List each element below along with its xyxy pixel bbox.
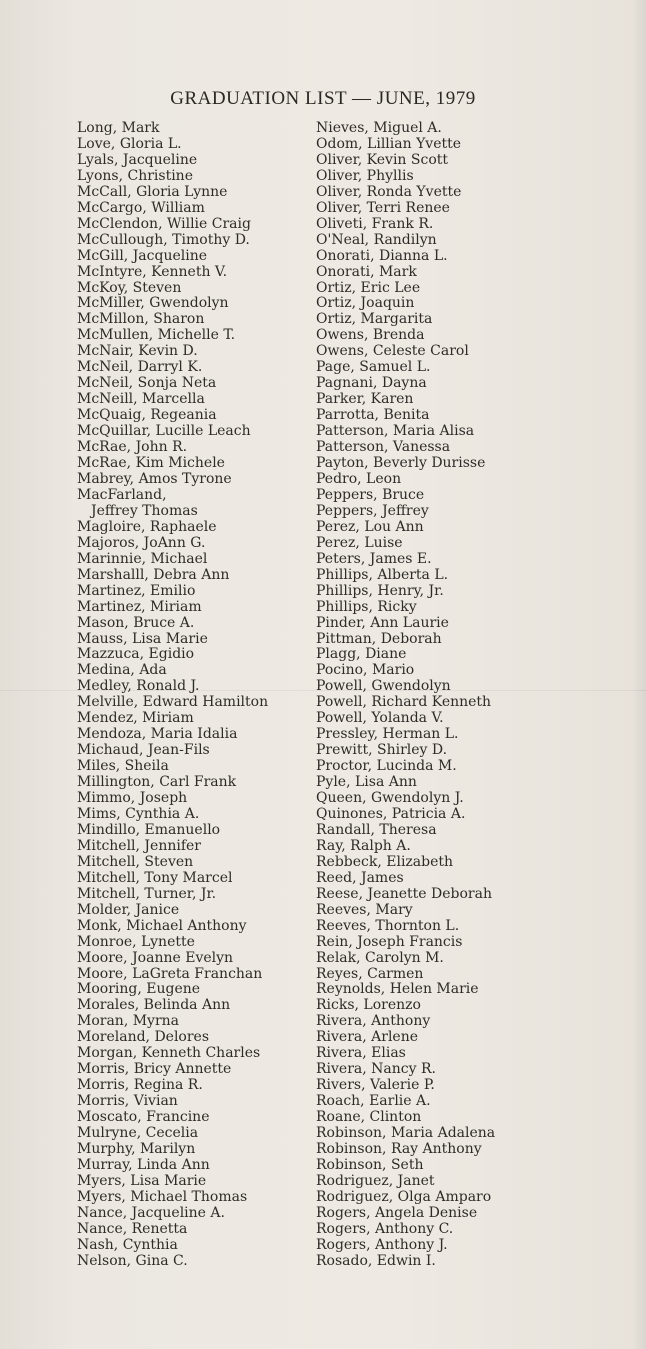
graduate-name: Melville, Edward Hamilton: [77, 694, 269, 711]
graduate-name: Long, Mark: [77, 120, 160, 136]
page-title: GRADUATION LIST — JUNE, 1979: [170, 88, 476, 109]
graduate-name: Mauss, Lisa Marie: [77, 630, 208, 647]
graduate-name: McRae, Kim Michele: [77, 455, 225, 472]
graduate-name: Odom, Lillian Yvette: [316, 135, 462, 152]
graduate-name: Oliver, Ronda Yvette: [316, 183, 462, 200]
graduate-name: Rodriguez, Olga Amparo: [316, 1188, 492, 1205]
graduate-name: Onorati, Dianna L.: [316, 247, 448, 264]
graduate-name: McClendon, Willie Craig: [77, 215, 251, 232]
graduate-name: Mindillo, Emanuello: [77, 821, 221, 838]
graduate-name: Ortiz, Eric Lee: [316, 279, 421, 296]
graduate-name: Millington, Carl Frank: [77, 774, 237, 791]
graduate-name: Nance, Renetta: [77, 1220, 188, 1237]
graduate-name: Patterson, Maria Alisa: [316, 423, 475, 440]
graduate-name: Rosado, Edwin I.: [316, 1252, 436, 1269]
graduate-name: Mazzuca, Egidio: [77, 646, 195, 663]
graduate-name: Owens, Brenda: [316, 327, 425, 344]
graduate-name: Morgan, Kenneth Charles: [77, 1045, 261, 1062]
graduate-name: Mimmo, Joseph: [77, 790, 188, 807]
graduate-name: O'Neal, Randilyn: [316, 231, 437, 248]
graduate-name: Myers, Lisa Marie: [77, 1172, 207, 1189]
graduate-name: Rivera, Nancy R.: [316, 1061, 436, 1078]
graduate-name: Plagg, Diane: [316, 646, 407, 663]
graduate-name: Michaud, Jean-Fils: [77, 742, 210, 759]
graduate-name: Moore, Joanne Evelyn: [77, 949, 234, 966]
graduate-name: Rogers, Angela Denise: [316, 1204, 478, 1221]
graduate-name: Ricks, Lorenzo: [316, 997, 421, 1014]
graduate-name: Lyals, Jacqueline: [77, 151, 198, 168]
graduate-name: Oliveti, Frank R.: [316, 215, 434, 232]
graduate-name: Pocino, Mario: [316, 662, 415, 679]
graduate-name: Powell, Richard Kenneth: [316, 694, 492, 711]
graduate-name: Oliver, Phyllis: [316, 167, 414, 184]
graduate-name: Reyes, Carmen: [316, 965, 424, 982]
graduate-name: Roane, Clinton: [316, 1109, 422, 1126]
graduate-name: Nieves, Miguel A.: [316, 120, 442, 136]
graduate-name: Robinson, Seth: [316, 1156, 424, 1173]
graduate-name: Pinder, Ann Laurie: [316, 614, 449, 631]
graduate-name: Miles, Sheila: [77, 758, 169, 775]
graduate-name: Ray, Ralph A.: [316, 837, 411, 854]
graduate-name: Robinson, Ray Anthony: [316, 1141, 482, 1157]
graduate-name: MacFarland,: [77, 486, 167, 503]
graduate-name: McMullen, Michelle T.: [77, 327, 236, 344]
graduate-name: Marshalll, Debra Ann: [77, 566, 230, 583]
graduate-name: McMiller, Gwendolyn: [77, 295, 229, 312]
graduate-name: Rivera, Anthony: [316, 1013, 431, 1030]
graduate-name: Reeves, Thornton L.: [316, 917, 460, 934]
graduate-name: Peters, James E.: [316, 550, 432, 567]
graduate-name: Mendez, Miriam: [77, 710, 194, 727]
graduate-name: Pyle, Lisa Ann: [316, 774, 417, 791]
graduate-name: Morris, Regina R.: [77, 1077, 203, 1094]
graduate-name: McRae, John R.: [77, 439, 188, 456]
graduate-name: Roach, Earlie A.: [316, 1093, 431, 1110]
graduate-name: Phillips, Henry, Jr.: [316, 582, 444, 599]
names-column-left: [77, 121, 268, 1270]
graduate-name: McKoy, Steven: [77, 279, 182, 296]
graduate-name: Mason, Bruce A.: [77, 614, 195, 631]
graduate-name: Pagnani, Dayna: [316, 375, 427, 392]
graduate-name: Martinez, Emilio: [77, 582, 196, 599]
graduate-name: Mitchell, Jennifer: [77, 837, 202, 854]
graduate-name: Mooring, Eugene: [77, 981, 201, 998]
graduate-name: Parker, Karen: [316, 391, 414, 408]
graduate-name: Love, Gloria L.: [77, 135, 182, 152]
graduate-name: Reynolds, Helen Marie: [316, 981, 479, 998]
graduate-name: Rivera, Arlene: [316, 1029, 419, 1046]
graduate-name: Reed, James: [316, 869, 404, 886]
graduate-name: Murray, Linda Ann: [77, 1156, 210, 1173]
graduate-name: Murphy, Marilyn: [77, 1141, 196, 1157]
graduate-name: Pedro, Leon: [316, 470, 402, 487]
graduate-name: Majoros, JoAnn G.: [77, 534, 206, 551]
graduate-name-continuation: Jeffrey Thomas: [91, 502, 198, 519]
graduate-name: Rogers, Anthony C.: [316, 1220, 454, 1237]
graduate-name: Ortiz, Joaquin: [316, 295, 415, 312]
graduate-name: McCall, Gloria Lynne: [77, 183, 228, 200]
graduate-name: Reeves, Mary: [316, 901, 413, 918]
graduate-name: McIntyre, Kenneth V.: [77, 263, 228, 280]
graduate-name: Moran, Myrna: [77, 1013, 180, 1030]
graduate-name: Pressley, Herman L.: [316, 726, 459, 743]
graduate-name: McNeil, Darryl K.: [77, 359, 203, 376]
graduate-name: Phillips, Alberta L.: [316, 566, 449, 583]
graduate-name: Medina, Ada: [77, 662, 167, 679]
page-edge-shadow: [632, 0, 646, 1349]
graduate-name: Rein, Joseph Francis: [316, 933, 463, 950]
graduate-name: McQuillar, Lucille Leach: [77, 423, 251, 440]
graduate-name: Oliver, Terri Renee: [316, 199, 450, 216]
graduate-name: McNair, Kevin D.: [77, 343, 198, 360]
graduate-name: McGill, Jacqueline: [77, 247, 208, 264]
graduate-name: McQuaig, Regeania: [77, 407, 217, 424]
graduate-name: Reese, Jeanette Deborah: [316, 885, 492, 902]
graduate-name: Parrotta, Benita: [316, 407, 430, 424]
graduate-name: Marinnie, Michael: [77, 550, 208, 567]
names-column-right: [316, 121, 495, 1270]
graduate-name: Morris, Vivian: [77, 1093, 178, 1110]
graduate-name: Molder, Janice: [77, 901, 180, 918]
graduate-name: Mitchell, Tony Marcel: [77, 869, 233, 886]
graduate-name: Mitchell, Steven: [77, 853, 194, 870]
graduate-name: Rivers, Valerie P.: [316, 1077, 435, 1094]
graduate-name: Oliver, Kevin Scott: [316, 151, 449, 168]
graduate-name: McNeill, Marcella: [77, 391, 205, 408]
graduate-name: Quinones, Patricia A.: [316, 805, 466, 822]
graduate-name: Rodriguez, Janet: [316, 1172, 435, 1189]
graduate-name: Moreland, Delores: [77, 1029, 210, 1046]
graduate-name: Prewitt, Shirley D.: [316, 742, 448, 759]
graduate-name: Payton, Beverly Durisse: [316, 455, 486, 472]
graduate-name: Queen, Gwendolyn J.: [316, 790, 464, 807]
graduate-name: Proctor, Lucinda M.: [316, 758, 457, 775]
graduate-name: Powell, Gwendolyn: [316, 678, 451, 695]
graduate-name: Ortiz, Margarita: [316, 311, 433, 328]
graduate-name: McCargo, William: [77, 199, 205, 216]
graduate-name: Mims, Cynthia A.: [77, 805, 200, 822]
graduate-name: Medley, Ronald J.: [77, 678, 200, 695]
graduate-name: Rivera, Elias: [316, 1045, 406, 1062]
graduate-name: Perez, Lou Ann: [316, 518, 424, 535]
graduate-name: Mulryne, Cecelia: [77, 1125, 199, 1142]
graduate-name: Moore, LaGreta Franchan: [77, 965, 263, 982]
graduate-name: Relak, Carolyn M.: [316, 949, 444, 966]
graduate-name: Mabrey, Amos Tyrone: [77, 470, 232, 487]
graduate-name: Morris, Bricy Annette: [77, 1061, 232, 1078]
graduate-name: McCullough, Timothy D.: [77, 231, 250, 248]
graduate-name: Monroe, Lynette: [77, 933, 195, 950]
graduate-name: Mitchell, Turner, Jr.: [77, 885, 217, 902]
graduate-name: Peppers, Bruce: [316, 486, 425, 503]
graduate-name: Phillips, Ricky: [316, 598, 417, 615]
graduate-name: Nash, Cynthia: [77, 1236, 178, 1253]
graduate-name: Robinson, Maria Adalena: [316, 1125, 496, 1142]
graduate-name: Rebbeck, Elizabeth: [316, 853, 454, 870]
graduate-name: Onorati, Mark: [316, 263, 417, 280]
graduate-name: Monk, Michael Anthony: [77, 917, 247, 934]
graduate-name: Perez, Luise: [316, 534, 403, 551]
graduate-name: Peppers, Jeffrey: [316, 502, 429, 519]
graduate-name: Nelson, Gina C.: [77, 1252, 188, 1269]
graduate-name: Patterson, Vanessa: [316, 439, 451, 456]
graduate-name: Page, Samuel L.: [316, 359, 431, 376]
graduate-name: Morales, Belinda Ann: [77, 997, 231, 1014]
graduate-name: Owens, Celeste Carol: [316, 343, 469, 360]
graduate-name: Mendoza, Maria Idalia: [77, 726, 238, 743]
graduate-name: Nance, Jacqueline A.: [77, 1204, 225, 1221]
graduate-name: Powell, Yolanda V.: [316, 710, 444, 727]
graduate-name: Myers, Michael Thomas: [77, 1188, 248, 1205]
graduate-name: McMillon, Sharon: [77, 311, 205, 328]
graduate-name: Moscato, Francine: [77, 1109, 210, 1126]
graduate-name: McNeil, Sonja Neta: [77, 375, 217, 392]
graduate-name: Lyons, Christine: [77, 167, 193, 184]
graduate-name: Rogers, Anthony J.: [316, 1236, 448, 1253]
graduate-name: Randall, Theresa: [316, 821, 437, 838]
graduate-name: Pittman, Deborah: [316, 630, 442, 647]
graduate-name: Martinez, Miriam: [77, 598, 202, 615]
graduate-name: Magloire, Raphaele: [77, 518, 217, 535]
